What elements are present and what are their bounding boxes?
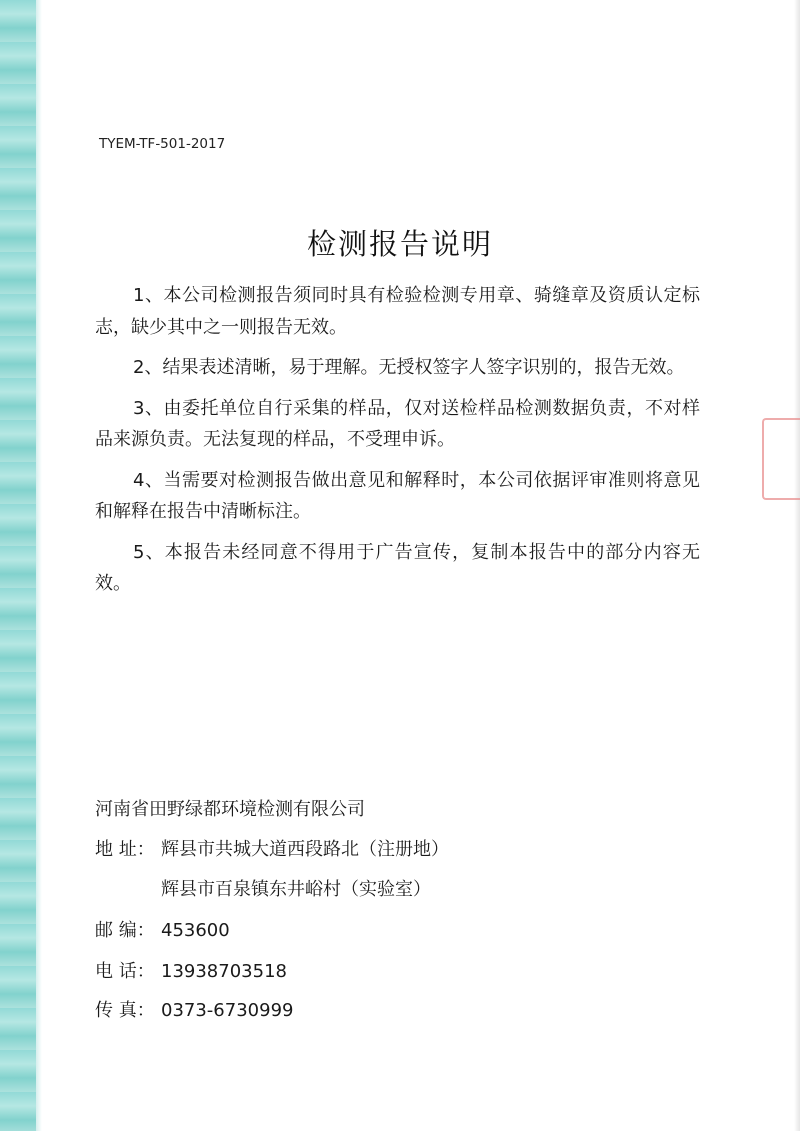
phone-value: 13938703518 [161, 961, 287, 982]
address-label: 地 址： [95, 839, 155, 860]
postcode-row [95, 916, 230, 942]
page-title: 检测报告说明 [306, 227, 493, 261]
address-row [95, 835, 449, 861]
fax-row [95, 996, 293, 1022]
notice-list [95, 280, 700, 609]
postcode-value: 453600 [161, 920, 230, 941]
binding-strip [0, 0, 36, 1131]
phone-row [95, 957, 287, 983]
notice-item-2: 2、结果表述清晰，易于理解。无授权签字人签字识别的，报告无效。 [133, 357, 685, 378]
fax-label: 传 真： [95, 1000, 155, 1021]
page-edge-shadow [794, 0, 800, 1131]
binding-edge [36, 0, 42, 1131]
phone-label: 电 话： [95, 961, 155, 982]
notice-item-5: 5、本报告未经同意不得用于广告宣传，复制本报告中的部分内容无效。 [95, 541, 700, 594]
seal-stamp-fragment [762, 418, 800, 500]
document-code: TYEM-TF-501-2017 [99, 136, 226, 152]
notice-item-1: 1、本公司检测报告须同时具有检验检测专用章、骑缝章及资质认定标志，缺少其中之一则报告无效。 [95, 285, 700, 338]
company-name: 河南省田野绿都环境检测有限公司 [95, 799, 365, 820]
address-registered: 辉县市共城大道西段路北（注册地） [161, 839, 449, 860]
notice-item-4: 4、当需要对检测报告做出意见和解释时，本公司依据评审准则将意见和解释在报告中清晰标注。 [95, 469, 700, 522]
address-lab: 辉县市百泉镇东井峪村（实验室） [161, 879, 431, 900]
notice-item-3: 3、由委托单位自行采集的样品，仅对送检样品检测数据负责，不对样品来源负责。无法复现的样品，不受理申诉。 [95, 397, 700, 450]
fax-value: 0373-6730999 [161, 1000, 294, 1021]
postcode-label: 邮 编： [95, 920, 155, 941]
